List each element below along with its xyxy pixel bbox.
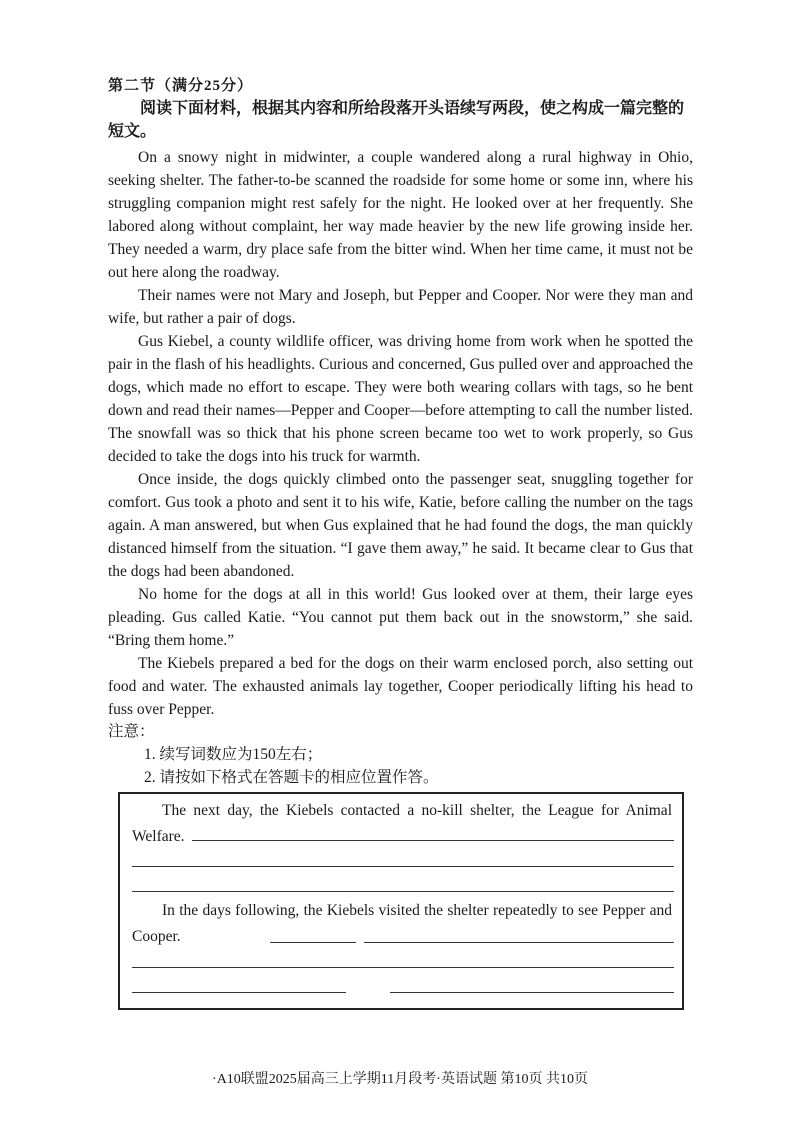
note-item: 1. 续写词数应为150左右； [144,746,323,763]
writing-line[interactable] [132,891,674,892]
section-heading: 第二节（满分25分） [108,78,254,94]
answer-box [118,792,684,1010]
continuation-prompt-1: The next day, the Kiebels contacted a no-kill shelter, the League for Animal Welfare. [132,802,672,845]
notes-title: 注意： [108,723,155,740]
writing-line[interactable] [132,866,674,867]
writing-line[interactable] [132,992,346,993]
writing-line[interactable] [390,992,674,993]
page-footer: ·A10联盟2025届高三上学期11月段考·英语试题 第10页 共10页 [212,1072,588,1087]
note-item: 2. 请按如下格式在答题卡的相应位置作答。 [144,769,439,786]
notes-section [108,720,693,789]
reading-passage [108,146,693,721]
continuation-prompt-2: In the days following, the Kiebels visited the shelter repeatedly to see Pepper and Cooper. [132,902,672,945]
passage-paragraph: Their names were not Mary and Joseph, but Pepper and Cooper. Nor were they man and wife, but rather a pair of dogs. [108,287,693,327]
passage-paragraph: Once inside, the dogs quickly climbed onto the passenger seat, snuggling together for comfort. Gus took a photo and sent it to his wife, Katie, before calling the number on the tags again. A man answered, but when Gus explained that he had found the dogs, the man quickly distanced himself from the situation. “I gave them away,” he said. It became clear to Gus that the dogs had been abandoned. [108,471,693,580]
writing-line[interactable] [270,942,356,943]
passage-paragraph: Gus Kiebel, a county wildlife officer, was driving home from work when he spotted the pair in the flash of his headlights. Curious and concerned, Gus pulled over and approached the dogs, which made no effort to escape. They were both wearing collars with tags, so he bent down and read their names—Pepper and Cooper—before attempting to call the number listed. The snowfall was so thick that his phone screen became too wet to work properly, so Gus decided to take the dogs into his truck for warmth. [108,333,693,465]
task-instruction: 阅读下面材料，根据其内容和所给段落开头语续写两段，使之构成一篇完整的短文。 [108,100,685,140]
writing-line[interactable] [132,967,674,968]
writing-line[interactable] [364,942,674,943]
passage-paragraph: The Kiebels prepared a bed for the dogs on their warm enclosed porch, also setting out food and water. The exhausted animals lay together, Cooper periodically lifting his head to fuss over Pepper. [108,655,693,718]
passage-paragraph: No home for the dogs at all in this world! Gus looked over at them, their large eyes pleading. Gus called Katie. “You cannot put them back out in the snowstorm,” she said. “Bring them home.” [108,586,693,649]
writing-line[interactable] [192,840,674,841]
passage-paragraph: On a snowy night in midwinter, a couple wandered along a rural highway in Ohio, seeking shelter. The father-to-be scanned the roadside for some home or some inn, where his struggling companion might rest safely for the night. He looked over at her frequently. She labored along without complaint, her way made heavier by the new life growing inside her. They needed a warm, dry place safe from the bitter wind. When her time came, it must not be out here along the roadway. [108,149,693,281]
